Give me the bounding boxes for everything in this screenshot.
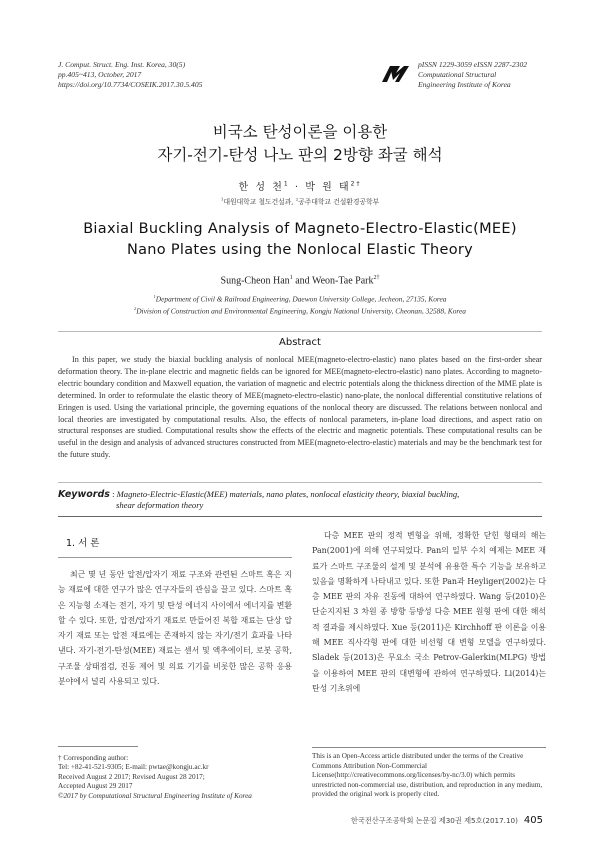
keywords bbox=[58, 489, 548, 511]
footer-journal: 한국전산구조공학회 논문집 제30권 제5호(2017.10) bbox=[350, 816, 518, 825]
journal-citation bbox=[58, 60, 202, 90]
footnote-copyright: ©2017 by Computational Structural Engineering Institute of Korea bbox=[58, 791, 252, 800]
title-korean-line2: 자기-전기-탄성 나노 판의 2방향 좌굴 해석 bbox=[157, 146, 443, 164]
author-1-ko-sup: 1 bbox=[283, 180, 290, 188]
affil-en-1 bbox=[0, 292, 600, 304]
author-separator: · bbox=[294, 182, 301, 193]
affil-en-1-sup: 1 bbox=[153, 294, 156, 299]
affil-en-1-text: Department of Civil & Railroad Engineering, Daewon University College, Jecheon, 27135, Korea bbox=[155, 294, 447, 304]
keywords-line1 bbox=[58, 489, 548, 500]
citation-doi[interactable]: https://doi.org/10.7734/COSEIK.2017.30.5.405 bbox=[58, 80, 203, 89]
section-heading-introduction: 1. 서 론 bbox=[66, 538, 100, 549]
authors-english bbox=[0, 275, 600, 286]
footnote-corresponding: † Corresponding author: bbox=[58, 754, 129, 762]
keywords-colon: : bbox=[109, 489, 117, 499]
correspondence-footnote bbox=[58, 754, 292, 801]
affil-en-2-sup: 2 bbox=[134, 306, 137, 312]
affil-ko-2: 공주대학교 건설환경공학부 bbox=[298, 198, 380, 206]
license-footnote: This is an Open-Access article distributed under the terms of the Creative Commons Attribution Non-Commercial License(http://creativecommons.org/licenses/by-nc/3.0) which permits unrestricted non-commercial use, distribution, and reproduction in any medium, provided the original work is properly cited. bbox=[312, 752, 543, 799]
body-left-column: 최근 몇 년 동안 압전/압자기 재료 구조와 관련된 스마트 혹은 지능 재료에 대한 연구가 많은 연구자들의 관심을 끌고 있다. 스마트 혹은 지능형 소재는 전기, 자기 및 탄성 에너지 사이에서 에너지를 변환할 수 있다. 또한, 압전/압자기 재료로 만들어진 복합 재료는 단상 압자기 재료 또는 압전 재료에는 존재하지 않는 자기/전기 효과를 나타낸다. 자기-전기-탄성(MEE) 재료는 센서 및 액추에이터, 로봇 공학, 구조물 상태점검, 진동 제어 및 의료 기기를 비롯한 많은 공학 응용 분야에서 널리 사용되고 있다. bbox=[58, 570, 292, 687]
author-1-ko: 한 성 천 bbox=[238, 182, 284, 193]
affil-ko-2-sup: 2 bbox=[295, 196, 299, 202]
issn-numbers: pISSN 1229-3059 eISSN 2287-2302 bbox=[418, 60, 528, 69]
footnote-contact[interactable]: Tel: +82-41-521-9305; E-mail: pwtae@kongju.ac.kr bbox=[58, 763, 209, 772]
author-2-en: Weon-Tae Park bbox=[311, 275, 374, 287]
title-english-line1: Biaxial Buckling Analysis of Magneto-Electro-Elastic(MEE) bbox=[83, 221, 517, 237]
affil-ko-1-sup: 1 bbox=[220, 196, 224, 202]
keywords-text-1: Magneto-Electric-Elastic(MEE) materials, nano plates, nonlocal elasticity theory, biaxial buckling, bbox=[116, 489, 460, 499]
citation-journal: J. Comput. Struct. Eng. Inst. Korea, 30(5) bbox=[58, 60, 186, 69]
title-korean bbox=[0, 121, 600, 167]
publisher-line1: Computational Structural bbox=[418, 70, 497, 79]
journal-logo-icon bbox=[380, 64, 410, 84]
keywords-text-2: shear deformation theory bbox=[116, 500, 204, 510]
author-and: and bbox=[292, 275, 312, 287]
abstract-heading: Abstract bbox=[279, 337, 321, 348]
author-1-en-sup: 1 bbox=[289, 275, 293, 281]
title-english bbox=[0, 219, 600, 261]
issn-info bbox=[418, 60, 527, 90]
keywords-line2 bbox=[58, 500, 548, 511]
author-2-ko-sup: 2† bbox=[350, 180, 362, 188]
section-heading-rule bbox=[58, 557, 292, 558]
footnote-left-rule bbox=[58, 746, 138, 747]
footnote-received: Received August 2 2017; Revised August 28 2017; bbox=[58, 772, 205, 781]
author-2-ko: 박 원 태 bbox=[305, 182, 351, 193]
publisher-line2: Engineering Institute of Korea bbox=[418, 80, 511, 89]
affiliations-english bbox=[0, 292, 600, 317]
abstract-top-rule bbox=[58, 331, 542, 332]
affiliations-korean bbox=[0, 196, 600, 206]
body-right-column: 다층 MEE 판의 정적 변형을 위해, 정확한 닫힌 형태의 해는 Pan(2001)에 의해 연구되었다. Pan의 일부 수치 예제는 MEE 재료가 스마트 구조물의 설계 및 분석에 유용한 특수 기능을 보유하고 있음을 명확하게 나타내고 있다. 또한 Pan과 Heyliger(2002)는 다층 MEE 판의 자유 진동에 대하여 연구하였다. Wang 등(2010)은 단순지지된 3 차원 종 방향 등방성 다층 MEE 원형 판에 대한 해석적 결과를 제시하였다. Xue 등(2011)은 Kirchhoff 판 이론을 이용해 MEE 직사각형 판에 대한 비선형 대 변형 모델을 연구하였다. Sladek 등(2013)은 무요소 국소 Petrov-Galerkin(MLPG) 방법을 이용하여 MEE 판의 대변형에 관하여 연구하였다. Li(2014)는 탄성 기초위에 bbox=[312, 531, 546, 693]
authors-korean bbox=[0, 178, 600, 193]
affil-en-2-text: Division of Construction and Environmental Engineering, Kongju National University, Cheonan, 32588, Korea bbox=[136, 306, 466, 316]
keywords-bottom-rule bbox=[58, 516, 542, 517]
footnote-accepted: Accepted August 29 2017 bbox=[58, 782, 133, 791]
affil-en-2 bbox=[0, 304, 600, 316]
author-1-en: Sung-Cheon Han bbox=[220, 275, 290, 287]
citation-pages: pp.405~413, October, 2017 bbox=[58, 70, 142, 79]
title-english-line2: Nano Plates using the Nonlocal Elastic Theory bbox=[126, 242, 474, 258]
footnote-right-rule bbox=[312, 747, 546, 748]
title-korean-line1: 비국소 탄성이론을 이용한 bbox=[212, 123, 388, 141]
page-footer bbox=[0, 815, 543, 826]
abstract-bottom-rule bbox=[58, 482, 542, 483]
affil-ko-1: 대원대학교 철도건설과, bbox=[223, 198, 296, 206]
abstract-text: In this paper, we study the biaxial buckling analysis of nonlocal MEE(magneto-electro-elastic) nano plates based on the first-order shear deformation theory. The in-plane electric and magnetic fields can be ignored for MEE(magneto-electro-elastic) nano plates. According to magneto-electric boundary condition and Maxwell equation, the variation of magnetic and electric potentials along the thickness direction of the MME plate is determined. In order to reformulate the elastic theory of MEE(magneto-electro-elastic) nano-plate, the nonlocal differential constitutive relations of Eringen is used. Using the variational principle, the governing equations of the nonlocal theory are discussed. The relations between nonlocal and local theories are investigated by computational results. Also, the effects of nonlocal parameters, in-plane load directions, and aspect ratio on structural responses are studied. Computational results show the effects of the electric and magnetic potentials. These computational results can be useful in the design and analysis of advanced structures constructed from MEE(magneto-electro-elastic) materials and may be the benchmark test for the future study. bbox=[58, 355, 542, 460]
page-number: 405 bbox=[523, 815, 543, 826]
keywords-label: Keywords bbox=[58, 489, 110, 500]
author-2-en-sup: 2† bbox=[373, 275, 380, 281]
